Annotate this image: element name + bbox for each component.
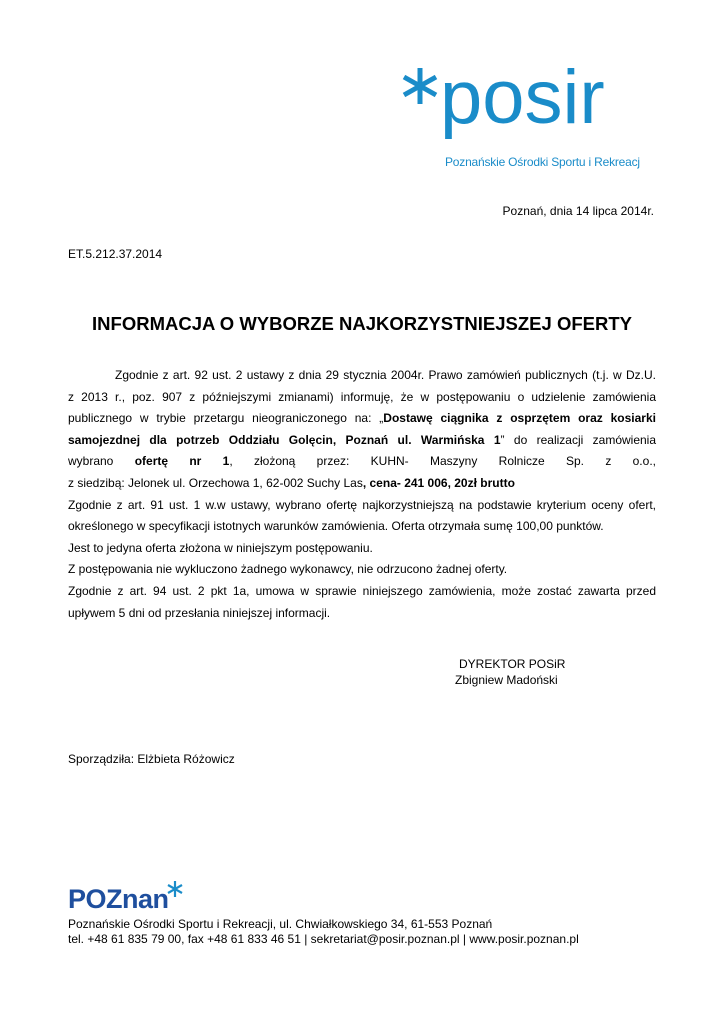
price-bold: , cena- 241 006, 20zł brutto	[362, 475, 515, 490]
paragraph-1-line-6	[68, 473, 656, 495]
footer-contact	[68, 917, 579, 947]
reference-number: ET.5.212.37.2014	[68, 247, 163, 261]
posir-wordmark: posir	[440, 55, 605, 140]
paragraph-1-line-3	[68, 408, 656, 430]
prepared-by: Sporządziła: Elżbieta Różowicz	[68, 752, 235, 766]
paragraph-2-line-2: określonego w specyfikacji istotnych warunków zamówienia. Oferta otrzymała sumę 100,00 punktów.	[68, 519, 604, 534]
document-date: Poznań, dnia 14 lipca 2014r.	[502, 204, 654, 218]
footer-contacts: tel. +48 61 835 79 00, fax +48 61 833 46 51 | sekretariat@posir.poznan.pl | www.posir.poznan.pl	[68, 932, 579, 946]
poznan-logo: POZnan	[68, 884, 169, 914]
paragraph-3: Jest to jedyna oferta złożona w niniejszym postępowaniu.	[68, 540, 373, 555]
paragraph-5-line-1: Zgodnie z art. 94 ust. 2 pkt 1a, umowa w sprawie niniejszego zamówienia, może zostać zawarta przed	[68, 583, 656, 598]
paragraph-1-line-5	[68, 451, 656, 473]
order-location-bold: samojezdnej dla potrzeb Oddziału Golęcin, Poznań ul. Warmińska 1	[68, 432, 501, 447]
paragraph-1-line-2: z 2013 r., poz. 907 z późniejszymi zmianami) informuję, że w postępowaniu o udzielenie zamówienia	[68, 389, 656, 404]
paragraph-5-line-2: upływem 5 dni od przesłania niniejszej informacji.	[68, 605, 331, 620]
document-body	[68, 365, 656, 624]
offer-number-bold: ofertę nr 1	[134, 454, 230, 469]
signature-name: Zbigniew Madoński	[455, 673, 558, 687]
text-segment: publicznego w trybie przetargu nieograniczonego na: „	[68, 411, 384, 426]
paragraph-1-line-4	[68, 430, 656, 452]
paragraph-4: Z postępowania nie wykluczono żadnego wykonawcy, nie odrzucono żadnej oferty.	[68, 562, 508, 577]
order-subject-bold: Dostawę ciągnika z osprzętem oraz kosiarki	[383, 411, 656, 426]
paragraph-2-line-1: Zgodnie z art. 91 ust. 1 w.w ustawy, wybrano ofertę najkorzystniejszą na podstawie kryterium oceny ofert,	[68, 497, 656, 512]
text-segment: z siedzibą: Jelonek ul. Orzechowa 1, 62-002 Suchy Las	[68, 475, 363, 490]
paragraph-1-line-1: Zgodnie z art. 92 ust. 2 ustawy z dnia 29 stycznia 2004r. Prawo zamówień publicznych (t.j. w Dz.U.	[115, 368, 656, 382]
signature-block	[455, 656, 565, 688]
poznan-star-icon	[166, 880, 184, 898]
text-segment: ” do realizacji zamówienia	[500, 432, 657, 447]
text-segment: wybrano	[68, 454, 135, 469]
document-title: INFORMACJA O WYBORZE NAJKORZYSTNIEJSZEJ OFERTY	[92, 313, 632, 334]
footer-address: Poznańskie Ośrodki Sportu i Rekreacji, ul. Chwiałkowskiego 34, 61-553 Poznań	[68, 917, 493, 931]
signature-role: DYREKTOR POSiR	[459, 657, 566, 671]
text-segment: , złożoną przez: KUHN- Maszyny Rolnicze Sp. z o.o.,	[229, 454, 656, 469]
posir-tagline: Poznańskie Ośrodki Sportu i Rekreacj	[445, 155, 640, 169]
asterisk-star-icon	[398, 64, 442, 108]
